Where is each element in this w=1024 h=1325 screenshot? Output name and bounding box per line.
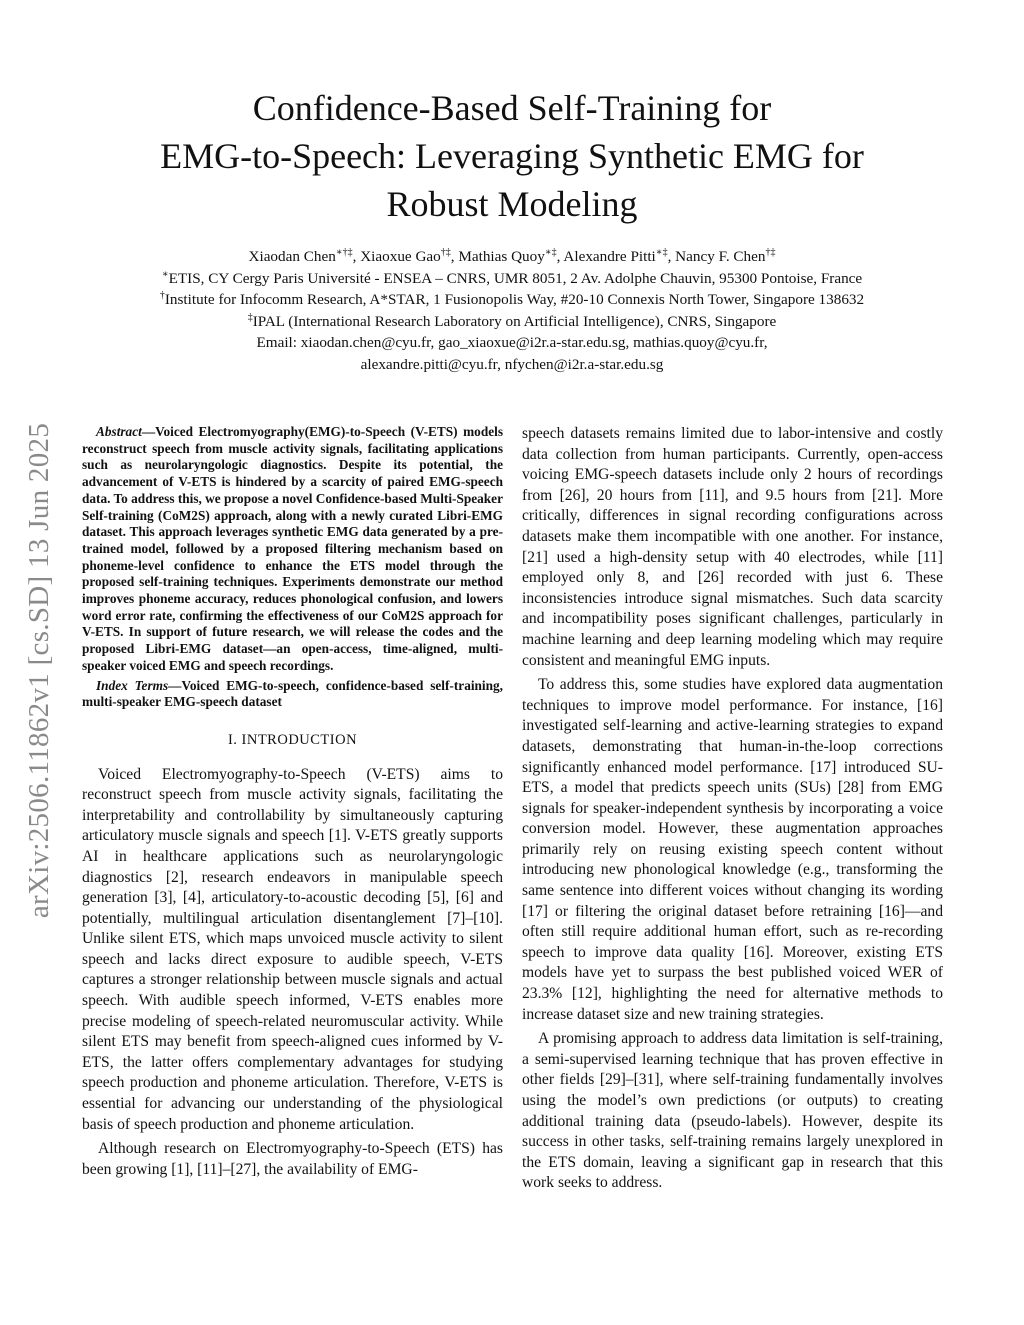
arxiv-identifier-stamp [8,380,72,960]
affiliation-text: IPAL (International Research Laboratory on Artificial Intelligence), CNRS, Singapore [252,312,777,330]
affiliation-2 [60,289,964,311]
affiliation-mark: ‡ [247,311,253,323]
affiliation-text: Institute for Infocomm Research, A*STAR, 1 Fusionopolis Way, #20-10 Connexis North Tower, Singapore 138632 [164,291,865,308]
email-line-1: Email: xiaodan.chen@cyu.fr, gao_xiaoxue@i2r.a-star.edu.sg, mathias.quoy@cyu.fr, [256,334,768,351]
paper-title [90,84,934,228]
author-name: , Xiaoxue Gao [352,248,441,265]
body-paragraph: speech datasets remains limited due to labor-intensive and costly data collection from human participants. Currently, open-access voicing EMG-speech datasets include only 2 hours of recordings from [26], 20 hours from [11], and 9.5 hours from [21]. More critically, differences in signal recording configurations across datasets make them incompatible with one another. For instance, [21] used a high-density setup with 40 electrodes, while [11] employed only 8, and [26] recorded with just 6. These inconsistencies introduce signal mismatches. Such data scarcity and incompatibility poses significant challenges, particularly in machine learning and deep learning modeling which may require consistent and meaningful EMG inputs. [522,425,943,669]
abstract [82,424,503,675]
author-list [60,246,964,268]
affiliation-1 [60,268,964,290]
author-block [60,246,964,375]
affiliation-3 [60,311,964,333]
title-line-2: EMG-to-Speech: Leveraging Synthetic EMG for [160,136,864,176]
author-affiliation-marks: ∗‡ [544,246,557,258]
title-line-3: Robust Modeling [386,184,638,224]
affiliation-mark: † [159,289,165,301]
affiliation-text: ETIS, CY Cergy Paris Université - ENSEA – CNRS, UMR 8051, 2 Av. Adolphe Chauvin, 95300 Pontoise, France [168,269,863,287]
abstract-label: Abstract [96,424,142,439]
index-terms-label: Index Terms [96,677,169,693]
index-terms-text: —Voiced EMG-to-speech, confidence-based self-training, multi-speaker EMG-speech dataset [82,677,503,710]
author-name: , Nancy F. Chen [667,248,766,265]
affiliation-mark: ∗ [161,268,169,280]
arxiv-identifier-text: arXiv:2506.11862v1 [cs.SD] 13 Jun 2025 [23,422,56,918]
author-affiliation-marks: ∗†‡ [335,246,353,258]
author-affiliation-marks: †‡ [440,246,451,258]
body-paragraph: To address this, some studies have explored data augmentation techniques to improve model performance. For instance, [16] investigated self-learning and active-learning strategies to expand datasets, demonstrating that human-in-the-loop corrections significantly enhanced model performance. [17] introduced SU-ETS, a model that predicts speech units (SUs) [28] from EMG signals for speaker-independent synthesis by incorporating a voice conversion model. However, these augmentation approaches primarily rely on reusing existing speech content without introducing new phonological knowledge (e.g., transforming the same sentence into different voices without changing its wording [17] or filtering the original dataset before retraining [16]—and often still require additional human effort, such as re-recording speech to improve data quality [16]. Moreover, existing ETS models have yet to surpass the best published voiced WER of 23.3% [12], highlighting the need for alternative methods to increase dataset size and new training strategies. [522,676,943,1023]
body-paragraph: A promising approach to address data limitation is self-training, a semi-supervised learning technique that has proven effective in other fields [29]–[31], where self-training fundamentally involves using the model’s own predictions (or outputs) to creating additional training data (pseudo-labels). However, despite its success in other tasks, self-training remains largely unexplored in the ETS domain, leaving a significant gap in research that this work seeks to address. [522,1030,943,1192]
author-affiliation-marks: ∗‡ [655,246,668,258]
abstract-text: —Voiced Electromyography(EMG)-to-Speech (V-ETS) models reconstruct speech from muscle activity signals, facilitating applications such as neurolaryngologic diagnostics. Despite its potential, the advancement of V-ETS is hindered by a scarcity of paired EMG-speech data. To address this, we propose a novel Confidence-based Multi-Speaker Self-training (CoM2S) approach, along with a newly curated Libri-EMG dataset. This approach leverages synthetic EMG data generated by a pre-trained model, followed by a proposed filtering mechanism based on phoneme-level confidence to enhance the ETS model through the proposed self-training techniques. Experiments demonstrate our method improves phoneme accuracy, reduces phonological confusion, and lowers word error rate, confirming the effectiveness of our CoM2S approach for V-ETS. In support of future research, we will release the codes and the proposed Libri-EMG dataset—an open-access, time-aligned, multi-speaker voiced EMG and speech recordings. [82,424,503,673]
body-paragraph: Voiced Electromyography-to-Speech (V-ETS) aims to reconstruct speech from muscle activity signals, facilitating the interpretability and controllability by simultaneously capturing articulatory muscle signals and speech [1]. V-ETS greatly supports AI in healthcare applications such as neurolaryngologic diagnostics [2], research endeavors in manipulable speech generation [3], [4], articulatory-to-acoustic decoding [5], [6] and potentially, multilingual articulation disentanglement [7]–[10]. Unlike silent ETS, which maps unvoiced muscle activity to silent speech and lacks direct exposure to audible speech, V-ETS captures a stronger relationship between muscle signals and actual speech. With audible speech informed, V-ETS enables more precise modeling of speech-related neuromuscular activity. While silent ETS may benefit from speech-aligned cues informed by V-ETS, the latter offers complementary advantages for studying speech production and phoneme articulation. Therefore, V-ETS is essential for advancing our understanding of the physiological basis of speech production and phoneme articulation. [82,765,503,1133]
author-name: Xiaodan Chen [248,248,336,265]
author-affiliation-marks: †‡ [765,246,776,258]
right-column [522,424,943,1198]
index-terms [82,678,503,711]
title-line-1: Confidence-Based Self-Training for [252,88,772,128]
author-name: , Alexandre Pitti [556,248,656,265]
body-paragraph: Although research on Electromyography-to-Speech (ETS) has been growing [1], [11]–[27], the availability of EMG- [82,1140,503,1178]
email-line-2: alexandre.pitti@cyu.fr, nfychen@i2r.a-star.edu.sg [360,355,664,373]
section-heading-introduction: I. INTRODUCTION [227,731,358,748]
author-name: , Mathias Quoy [450,248,545,265]
left-column [82,424,503,1184]
